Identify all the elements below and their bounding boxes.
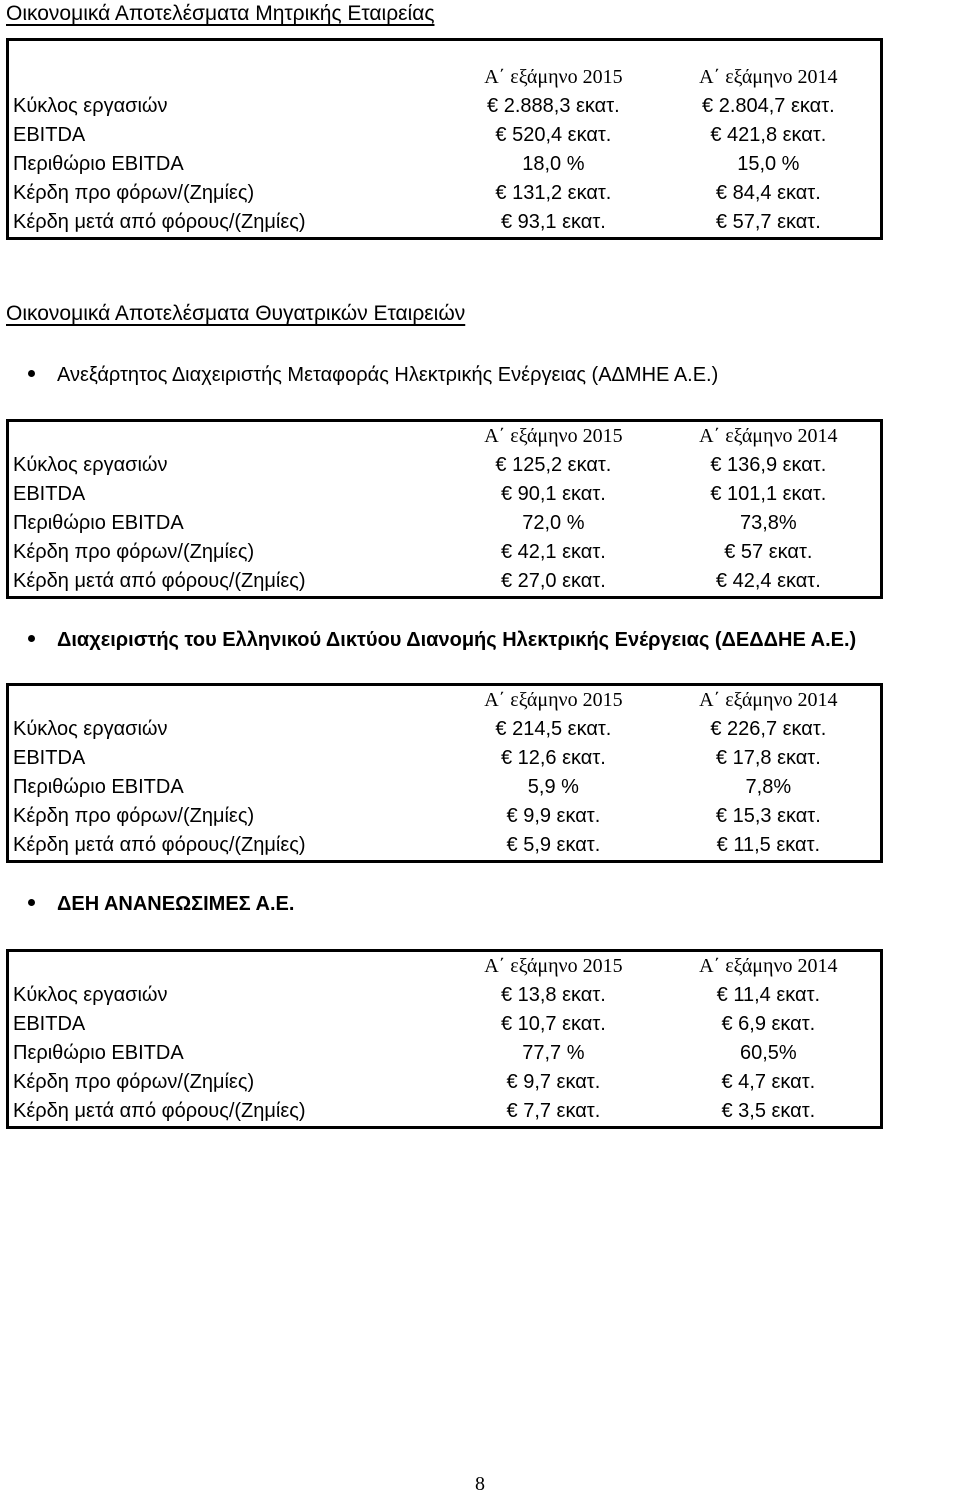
value-2014: € 11,4 εκατ.	[716, 984, 821, 1006]
row-label: Κύκλος εργασιών	[13, 984, 168, 1006]
value-2015: 72,0 %	[522, 512, 585, 534]
table-row	[8, 121, 882, 150]
table-row	[8, 981, 882, 1010]
row-label: Κέρδη μετά από φόρους/(Ζημίες)	[13, 570, 306, 592]
table-header-row	[8, 951, 882, 982]
value-2014: 60,5%	[739, 1042, 797, 1064]
value-2015: € 10,7 εκατ.	[500, 1013, 606, 1035]
table-row	[8, 773, 882, 802]
column-header: Α΄ εξάμηνο 2015	[484, 66, 623, 88]
table-row	[8, 208, 882, 239]
value-2015: € 7,7 εκατ.	[506, 1100, 601, 1122]
row-label: Κύκλος εργασιών	[13, 718, 168, 740]
table-row	[8, 179, 882, 208]
bullet-icon	[28, 635, 35, 642]
row-label: EBITDA	[13, 747, 86, 769]
deddie-results-table	[6, 683, 883, 863]
row-label: Περιθώριο EBITDA	[13, 512, 184, 534]
row-label: Περιθώριο EBITDA	[13, 153, 184, 175]
row-label: Κέρδη μετά από φόρους/(Ζημίες)	[13, 211, 306, 233]
value-2015: € 27,0 εκατ.	[500, 570, 606, 592]
value-2014: € 57 εκατ.	[724, 541, 813, 563]
value-2014: 15,0 %	[737, 153, 800, 175]
value-2014: € 2.804,7 εκατ.	[702, 95, 835, 117]
row-label: EBITDA	[13, 124, 86, 146]
bullet-icon	[28, 370, 35, 377]
value-2014: € 421,8 εκατ.	[710, 124, 827, 146]
value-2014: 7,8%	[745, 776, 792, 798]
value-2015: € 214,5 εκατ.	[495, 718, 612, 740]
table-row	[8, 150, 882, 179]
value-2015: 5,9 %	[527, 776, 579, 798]
value-2015: € 5,9 εκατ.	[506, 834, 601, 856]
row-label: Κύκλος εργασιών	[13, 454, 168, 476]
value-2014: € 4,7 εκατ.	[721, 1071, 816, 1093]
value-2014: € 57,7 εκατ.	[715, 211, 821, 233]
value-2015: € 2.888,3 εκατ.	[487, 95, 620, 117]
value-2015: € 9,9 εκατ.	[506, 805, 601, 827]
row-label: Κέρδη μετά από φόρους/(Ζημίες)	[13, 1100, 306, 1122]
parent-results-table	[6, 38, 883, 240]
table-row	[8, 451, 882, 480]
admie-company-name: Ανεξάρτητος Διαχειριστής Μεταφοράς Ηλεκτρικής Ενέργειας (ΑΔΜΗΕ Α.Ε.)	[57, 364, 719, 386]
value-2015: € 13,8 εκατ.	[500, 984, 606, 1006]
table-row	[8, 1068, 882, 1097]
parent-results-heading: Οικονομικά Αποτελέσματα Μητρικής Εταιρείας	[6, 2, 435, 25]
table-row	[8, 480, 882, 509]
table-row	[8, 1039, 882, 1068]
renewables-results-table	[6, 949, 883, 1129]
column-header: Α΄ εξάμηνο 2014	[699, 66, 838, 88]
table-row	[8, 567, 882, 598]
table-row	[8, 744, 882, 773]
table-row	[8, 538, 882, 567]
table-row	[8, 509, 882, 538]
column-header: Α΄ εξάμηνο 2014	[699, 689, 838, 711]
table-header-row	[8, 685, 882, 716]
value-2015: 77,7 %	[522, 1042, 585, 1064]
value-2015: € 520,4 εκατ.	[495, 124, 612, 146]
table-row	[8, 92, 882, 121]
admie-results-table	[6, 419, 883, 599]
row-label: Κέρδη μετά από φόρους/(Ζημίες)	[13, 834, 306, 856]
value-2014: € 136,9 εκατ.	[710, 454, 827, 476]
value-2014: € 101,1 εκατ.	[710, 483, 827, 505]
page-number: 8	[475, 1473, 485, 1495]
value-2015: € 93,1 εκατ.	[500, 211, 606, 233]
value-2014: € 11,5 εκατ.	[716, 834, 821, 856]
renewables-bullet	[28, 893, 294, 916]
column-header: Α΄ εξάμηνο 2015	[484, 955, 623, 977]
row-label: Κέρδη προ φόρων/(Ζημίες)	[13, 805, 255, 827]
value-2014: € 15,3 εκατ.	[715, 805, 821, 827]
table-header-row	[8, 421, 882, 452]
subsidiaries-results-heading: Οικονομικά Αποτελέσματα Θυγατρικών Εταιρειών	[6, 302, 466, 325]
value-2014: € 42,4 εκατ.	[715, 570, 821, 592]
column-header: Α΄ εξάμηνο 2014	[699, 425, 838, 447]
row-label: Κύκλος εργασιών	[13, 95, 168, 117]
value-2015: € 125,2 εκατ.	[495, 454, 612, 476]
value-2015: € 90,1 εκατ.	[500, 483, 606, 505]
value-2014: € 84,4 εκατ.	[715, 182, 821, 204]
table-row	[8, 831, 882, 862]
row-label: EBITDA	[13, 483, 86, 505]
value-2014: € 3,5 εκατ.	[721, 1100, 816, 1122]
value-2015: € 131,2 εκατ.	[495, 182, 612, 204]
table-row	[8, 715, 882, 744]
row-label: EBITDA	[13, 1013, 86, 1035]
admie-bullet	[28, 364, 718, 387]
row-label: Περιθώριο EBITDA	[13, 776, 184, 798]
column-header: Α΄ εξάμηνο 2015	[484, 689, 623, 711]
row-label: Κέρδη προ φόρων/(Ζημίες)	[13, 182, 255, 204]
value-2015: € 12,6 εκατ.	[500, 747, 606, 769]
column-header: Α΄ εξάμηνο 2015	[484, 425, 623, 447]
column-header: Α΄ εξάμηνο 2014	[699, 955, 838, 977]
value-2014: € 17,8 εκατ.	[715, 747, 821, 769]
value-2015: € 42,1 εκατ.	[500, 541, 606, 563]
table-row	[8, 1010, 882, 1039]
row-label: Κέρδη προ φόρων/(Ζημίες)	[13, 1071, 255, 1093]
value-2015: € 9,7 εκατ.	[506, 1071, 601, 1093]
table-row	[8, 1097, 882, 1128]
value-2015: 18,0 %	[522, 153, 585, 175]
value-2014: € 226,7 εκατ.	[710, 718, 827, 740]
renewables-company-name: ΔΕΗ ΑΝΑΝΕΩΣΙΜΕΣ Α.Ε.	[57, 893, 295, 915]
row-label: Περιθώριο EBITDA	[13, 1042, 184, 1064]
table-row	[8, 802, 882, 831]
table-header-row	[8, 63, 882, 92]
row-label: Κέρδη προ φόρων/(Ζημίες)	[13, 541, 255, 563]
value-2014: € 6,9 εκατ.	[721, 1013, 816, 1035]
bullet-icon	[28, 899, 35, 906]
table-spacer-row	[8, 40, 882, 64]
value-2014: 73,8%	[739, 512, 797, 534]
deddie-company-name: Διαχειριστής του Ελληνικού Δικτύου Διανομής Ηλεκτρικής Ενέργειας (ΔΕΔΔΗΕ Α.Ε.)	[57, 629, 857, 651]
deddie-bullet	[28, 629, 856, 652]
